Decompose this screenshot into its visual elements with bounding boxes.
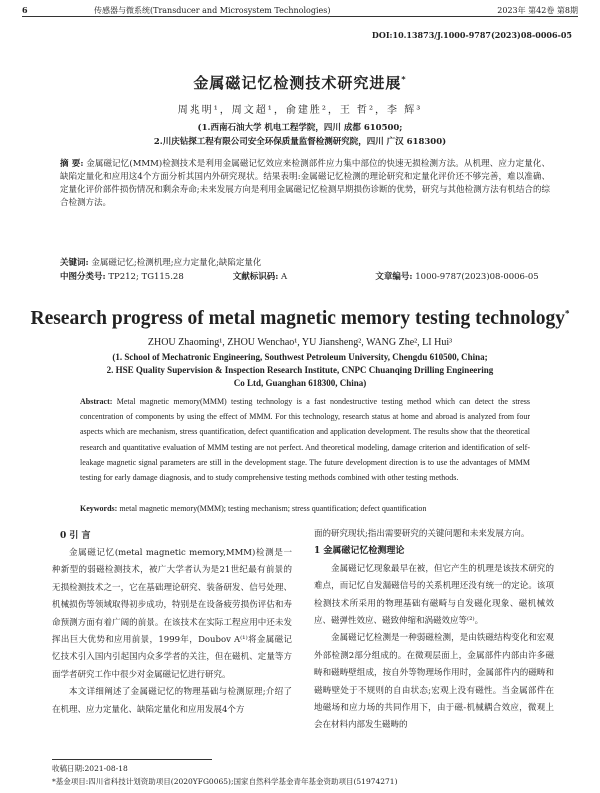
cn-abstract-label: 摘 要: [60,159,84,169]
en-authors: ZHOU Zhaoming¹, ZHOU Wenchao¹, YU Jiansheng², WANG Zhe², LI Hui³ [147,337,453,348]
left-column [52,545,292,719]
en-keywords-label: Keywords: [80,504,118,513]
section-0-heading: 0 引 言 [60,531,91,541]
en-affiliation-3: Co Ltd, Guanghan 618300, China) [233,378,367,388]
footnote-rule [52,759,212,760]
doi: DOI:10.13873/J.1000-9787(2023)08-0006-05 [371,30,572,40]
en-abstract [80,394,530,485]
cn-abstract-text: 金属磁记忆(MMM)检测技术是利用金属磁记忆效应来检测部件应力集中部位的快速无损检测方法。从机理、应力定量化、缺陷定量化和应用这4个方面分析其国内外研究现状。结果表明:金属磁记忆检测的理论研究和定量化评价还不够完善，难以准确、定量化评价部件损伤情况和剩余寿命;未来发展方向是利用金属磁记忆检测早期损伤诊断的优势，研究与其他检测方法有机结合的综合检测方法。 [60,159,551,208]
right-column [314,526,554,735]
clc-value: TP212; TG115.28 [108,272,184,282]
en-affiliation-2: 2. HSE Quality Supervision & Inspection Research Institute, CNPC Chuanqing Drilling Engineering [106,365,494,375]
cn-affiliation-1: (1.西南石油大学 机电工程学院，四川 成都 610500; [197,123,403,133]
received-date: 收稿日期:2021-08-18 [52,764,128,773]
article-no-value: 1000-9787(2023)08-0006-05 [415,272,539,282]
right-paragraph-3: 金属磁记忆检测是一种弱磁检测，是由铁磁结构变化和宏观外部检测2部分组成的。在微观层面上，金属部件内部由许多磁畴和磁畴壁组成，按自外等物理场作用时，金属部件内的磁畴和磁畴壁处于不规则的自由状态;宏观上没有磁性。当金属部件在地磁场和应力场的共同作用下，由于磁-机械耦合效应，微观上会在材料内部发生磁畴的 [314,633,554,731]
cn-authors: 周兆明¹，周文超¹，俞建胜²，王 哲²，李 辉³ [177,105,423,116]
section-1-heading: 1 金属磁记忆检测理论 [314,546,405,557]
right-paragraph-1: 面的研究现状;指出需要研究的关键问题和未来发展方向。 [314,529,530,539]
en-keywords [80,504,550,513]
doc-code-value: A [281,272,288,282]
cn-keywords-text: 金属磁记忆;检测机理;应力定量化;缺陷定量化 [91,258,262,268]
cn-title [0,72,600,93]
left-paragraph-2: 本文详细阐述了金属磁记忆的物理基础与检测原理;介绍了在机理、应力定量化、缺陷定量化和应用发展4个方 [52,687,292,715]
cn-keywords-label: 关键词: [60,258,89,268]
journal-name: 传感器与微系统(Transducer and Microsystem Technologies) [94,6,331,15]
clc-label: 中图分类号: [60,272,106,282]
header-rule [22,16,578,17]
en-title-mark: * [565,308,570,319]
en-abstract-label: Abstract: [80,397,113,406]
left-paragraph-1: 金属磁记忆(metal magnetic memory,MMM)检测是一种新型的弱磁检测技术，被广大学者认为是21世纪最有前景的无损检测技术之一，它在基础理论研究、装备研发、信号处理、机械损伤等领域取得初步成功，特别是在设备疲劳损伤评估和寿命预测方面有着广阔的前景。在该技术在实际工程应用中还未发挥出巨大优势和应用前景，1999年，Doubov A⁽¹⁾将金属磁记忆技术引入国内引起国内众多学者的关注，但在磁机、定量等方面学者研究工作中很少对金属磁记忆进行研究。 [52,548,292,680]
cn-keywords [60,256,550,268]
article-no-label: 文章编号: [375,272,413,282]
cn-affiliation-2: 2.川庆钻探工程有限公司安全环保质量监督检测研究院，四川 广汉 618300) [153,137,447,147]
en-affiliation-1: (1. School of Mechatronic Engineering, Southwest Petroleum University, Chengdu 610500, China; [112,352,488,362]
doc-code-label: 文献标识码: [232,272,279,282]
en-title-text: Research progress of metal magnetic memory testing technology [30,308,565,329]
cn-abstract [60,158,550,210]
fund-note: *基金项目:四川省科技计划资助项目(2020YFG0065);国家自然科学基金青年基金资助项目(51974271) [52,777,398,786]
cn-title-mark: * [401,75,407,84]
right-paragraph-2: 金属磁记忆现象最早在被，但它产生的机理是该技术研究的难点，而记忆自发漏磁信号的关系机理还没有统一的定论。该项检测技术所采用的物理基础有磁畸与自发磁化现象、磁机械效应、磁弹性效应、磁致伸缩和涡磁效应等⁽²⁾。 [314,563,554,627]
en-keywords-text: metal magnetic memory(MMM); testing mechanism; stress quantification; defect quantification [119,504,427,513]
page-number: 6 [22,5,28,15]
en-abstract-text: Metal magnetic memory(MMM) testing technology is a fast nondestructive testing method which can detect the stress concentration of components by using the effect of MMM. For this technology, research status at home and abroad is analyzed from four aspects which are mechanism, stress quantification, defect quantification and application development. The results show that the theoretical research and quantitative evaluation of MMM testing are not perfect. And theoretical modeling, damage criterion and identification of self-leakage magnetic signal parameters are still in the development stage. The future development direction is to use the advantages of MMM testing for early damage diagnosis, and to study comprehensive testing methods combined with other testing methods. [80,397,530,483]
cn-title-text: 金属磁记忆检测技术研究进展 [193,74,402,92]
cn-classification [60,270,550,282]
en-title [0,308,600,330]
volume-issue: 2023年 第42卷 第8期 [497,6,578,15]
